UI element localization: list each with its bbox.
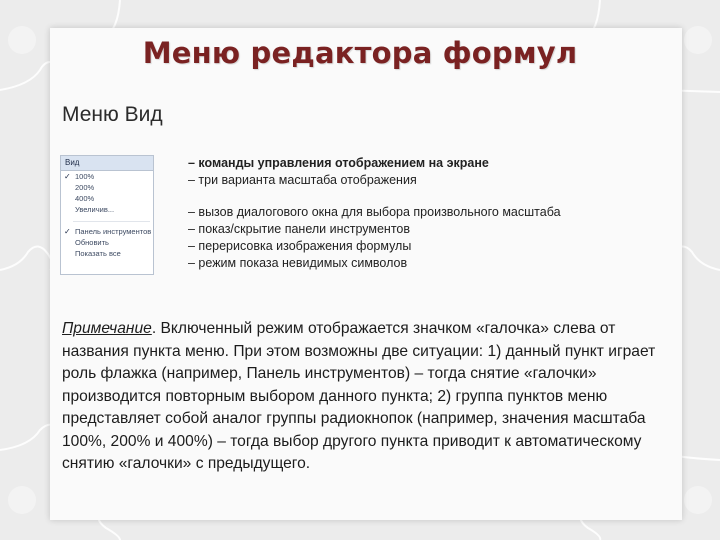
menu-item-label: Показать все <box>75 249 121 258</box>
menu-item-zoom-400[interactable] <box>61 193 153 204</box>
menu-item-zoom-100[interactable] <box>61 171 153 182</box>
desc-header: – команды управления отображением на экране <box>188 156 489 170</box>
menu-item-show-all[interactable] <box>61 248 153 259</box>
slide-title: Меню редактора формул <box>142 36 578 70</box>
checkmark-icon: ✓ <box>64 227 71 236</box>
menu-descriptions <box>188 155 668 272</box>
desc-custom-zoom: – вызов диалогового окна для выбора произвольного масштаба <box>188 205 561 219</box>
menu-item-redraw[interactable] <box>61 237 153 248</box>
note-text: . Включенный режим отображается значком «галочка» слева от названия пункта меню. При этом возможны две ситуации: 1) данный пункт играет роль флажка (например, Панель инструментов) – тогда снятие «галочки» производится повторным выбором данного пункта; 2) группа пунктов меню представляет собой аналог группы радиокнопок (например, значения масштаба 100%, 200% и 400%) – тогда выбор другого пункта приводит к автоматическому снятию «галочки» с предыдущего. <box>62 320 656 472</box>
desc-show-all: – режим показа невидимых символов <box>188 256 408 270</box>
view-menu <box>60 155 154 275</box>
desc-zoom: – три варианта масштаба отображения <box>188 173 417 187</box>
note-paragraph <box>62 318 662 476</box>
menu-item-zoom-200[interactable] <box>61 182 153 193</box>
menu-separator <box>73 215 150 222</box>
menu-item-label: Панель инструментов <box>75 227 152 236</box>
menu-item-custom-zoom[interactable] <box>61 204 153 215</box>
menu-item-label: 100% <box>75 172 95 181</box>
desc-spacer <box>188 189 668 204</box>
menu-item-label: Обновить <box>75 238 109 247</box>
menu-item-toolbar[interactable] <box>61 226 153 237</box>
checkmark-icon: ✓ <box>64 172 71 181</box>
desc-toolbar: – показ/скрытие панели инструментов <box>188 222 411 236</box>
menu-item-label: Увеличив... <box>75 205 115 214</box>
menu-item-label: 400% <box>75 194 95 203</box>
slide-subtitle: Меню Вид <box>62 103 163 126</box>
view-menu-header[interactable]: Вид <box>61 156 153 171</box>
menu-item-label: 200% <box>75 183 95 192</box>
note-label: Примечание <box>62 320 152 337</box>
desc-redraw: – перерисовка изображения формулы <box>188 239 412 253</box>
